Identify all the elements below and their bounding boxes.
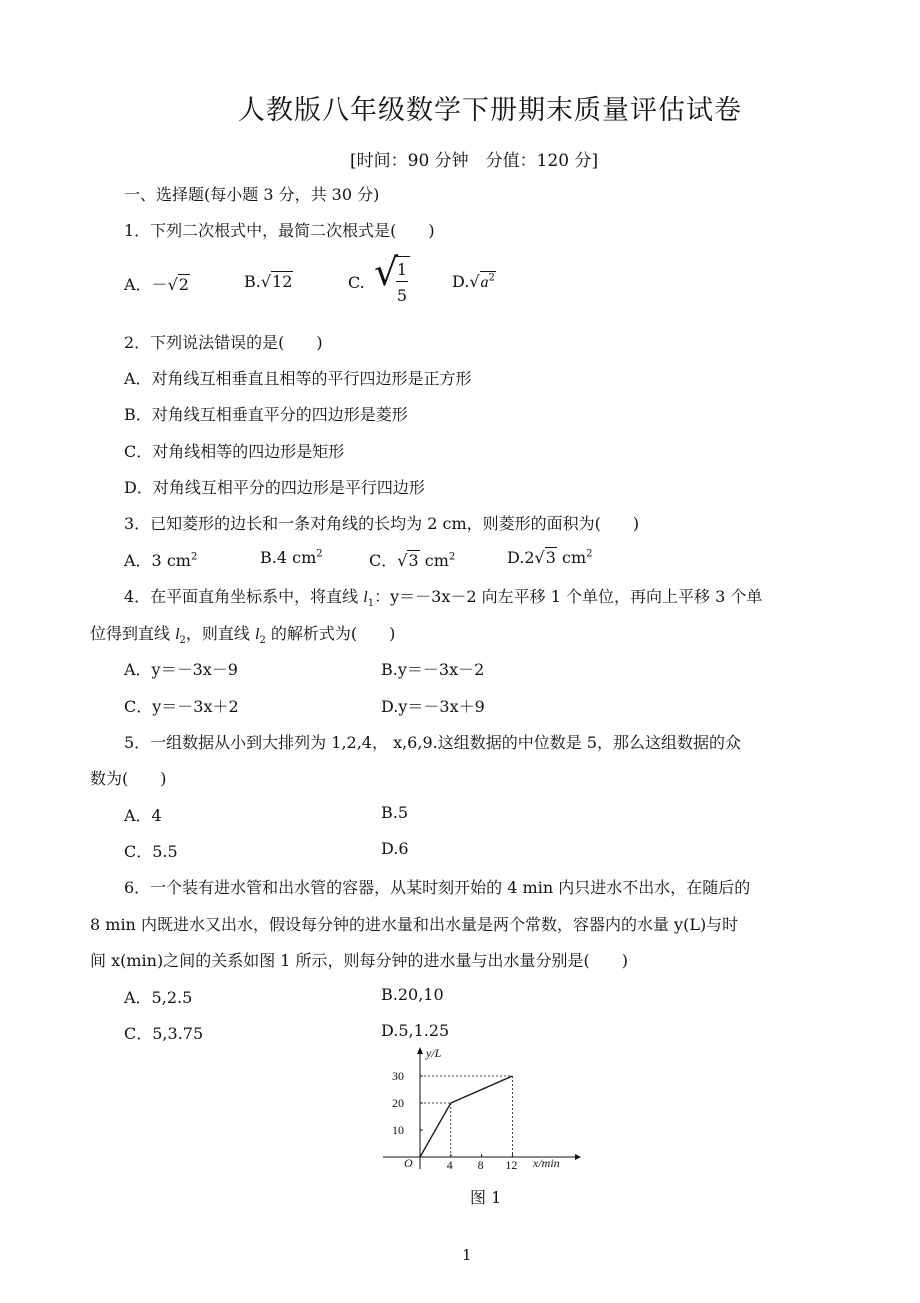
q6-option-c: C．5,3.75 (124, 1024, 204, 1043)
q3-option-a: A．3 $cm^2$ (124, 551, 198, 570)
q2-option-d: D．对角线互相平分的四边形是平行四边形 (124, 478, 425, 497)
y-tick-label: 30 (392, 1069, 404, 1083)
question-3-stem: 3．已知菱形的边长和一条对角线的长均为 2 cm，则菱形的面积为( ) (124, 514, 640, 533)
y-tick-label: 10 (392, 1123, 404, 1137)
q2-option-b: B．对角线互相垂直平分的四边形是菱形 (124, 405, 408, 424)
page-title: 人教版八年级数学下册期末质量评估试卷 (238, 95, 742, 126)
x-tick-label: 12 (505, 1158, 518, 1170)
q3-option-c: C．√3 $cm^2$ (369, 551, 456, 570)
q4-option-b: B.y＝－3x－2 (381, 660, 485, 679)
q2-option-c: C．对角线相等的四边形是矩形 (124, 442, 345, 461)
data-series-line (420, 1076, 512, 1157)
figure-1-caption: 图 1 (470, 1188, 502, 1207)
q3-option-d: D.2√3 $cm^2$ (507, 548, 593, 567)
q6-option-d: D.5,1.25 (381, 1021, 450, 1040)
page-number: 1 (462, 1246, 472, 1264)
question-1-stem: 1．下列二次根式中，最简二次根式是( ) (124, 221, 435, 240)
y-tick-label: 20 (392, 1096, 404, 1110)
q1-option-b: B.√12 (244, 272, 293, 291)
q5-option-d: D.6 (381, 839, 409, 858)
question-6-stem-line-3: 间 x(min)之间的关系如图 1 所示，则每分钟的进水量与出水量分别是( ) (90, 951, 629, 970)
q6-option-b: B.20,10 (381, 985, 444, 1004)
q5-option-a: A．4 (124, 806, 162, 825)
figure-1-line-chart (375, 1045, 590, 1170)
x-axis-arrow (575, 1154, 581, 1160)
question-6-stem-line-2: 8 min 内既进水又出水，假设每分钟的进水量和出水量是两个常数，容器内的水量 y(L)与时 (90, 915, 739, 934)
question-5-stem-line-1: 5．一组数据从小到大排列为 1,2,4， x,6,9.这组数据的中位数是 5，那么这组数据的众 (124, 733, 741, 752)
origin-label: O (404, 1156, 413, 1170)
y-axis-label: y/L (426, 1046, 442, 1060)
q4-option-a: A．y＝－3x－9 (124, 660, 238, 679)
x-tick-label: 4 (446, 1158, 453, 1170)
question-5-stem-line-2: 数为( ) (90, 769, 167, 788)
q6-option-a: A．5,2.5 (124, 988, 193, 1007)
question-4-stem-line-1: 4．在平面直角坐标系中，将直线 $l_1$：y＝－3x－2 向左平移 1 个单位，再向上平移 3 个单 (124, 587, 763, 610)
question-2-stem: 2．下列说法错误的是( ) (124, 333, 323, 352)
x-axis-label: x/min (533, 1156, 560, 1170)
exam-info: [时间：90 分钟 分值：120 分] (350, 151, 599, 171)
q4-option-d: D.y＝－3x＋9 (381, 697, 485, 716)
question-4-stem-line-2: 位得到直线 $l_2$，则直线 $l_2$ 的解析式为( ) (90, 624, 396, 647)
q1-option-c: C. √ 1 5 (348, 256, 365, 275)
q3-option-b: B.4 $cm^2$ (260, 548, 323, 567)
question-6-stem-line-1: 6．一个装有进水管和出水管的容器，从某时刻开始的 4 min 内只进水不出水，在随后的 (124, 878, 751, 897)
q2-option-a: A．对角线互相垂直且相等的平行四边形是正方形 (124, 369, 472, 388)
q5-option-b: B.5 (381, 803, 409, 822)
q5-option-c: C．5.5 (124, 842, 178, 861)
q1-option-d: $D.√a^2$ (452, 272, 495, 291)
q4-option-c: C．y＝－3x＋2 (124, 697, 239, 716)
y-axis-arrow (417, 1047, 423, 1054)
section-heading: 一、选择题(每小题 3 分，共 30 分) (124, 185, 380, 204)
q1-option-a: A．－√2 (124, 275, 189, 294)
x-tick-label: 8 (477, 1158, 484, 1170)
